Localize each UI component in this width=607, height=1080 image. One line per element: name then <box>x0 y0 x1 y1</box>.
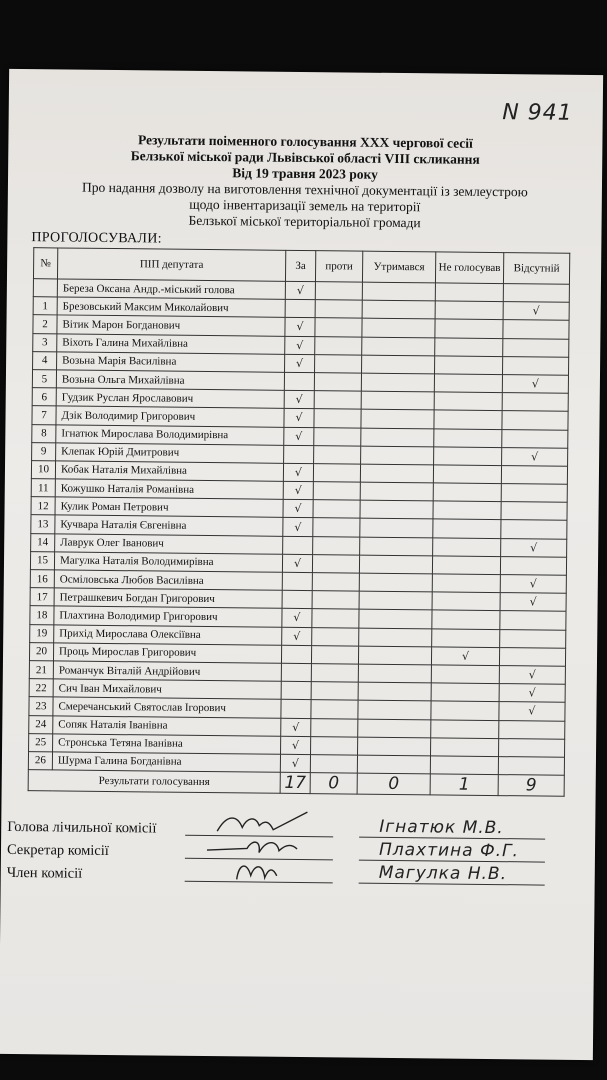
mark-ne-holosuvav <box>434 447 502 466</box>
mark-proty <box>312 591 359 610</box>
mark-ne-holosuvav <box>432 574 500 593</box>
mark-proty <box>315 354 362 373</box>
mark-utrymavsia <box>358 737 431 756</box>
deputy-name: Возьна Марія Василівна <box>57 352 285 373</box>
mark-proty <box>314 409 361 428</box>
mark-ne-holosuvav <box>432 592 500 611</box>
mark-ne-holosuvav <box>435 337 503 356</box>
mark-vidsutnii <box>499 647 565 666</box>
deputy-name: Сич Іван Михайлович <box>53 679 281 700</box>
mark-ne-holosuvav <box>433 519 501 538</box>
mark-vidsutnii: √ <box>500 593 566 612</box>
deputy-name: Магулка Наталія Володимирівна <box>54 552 282 573</box>
col-header-vidsutnii: Відсутній <box>503 253 569 285</box>
row-number: 22 <box>29 679 53 697</box>
mark-ne-holosuvav <box>434 392 502 411</box>
row-number: 5 <box>32 370 56 388</box>
row-number: 15 <box>30 551 54 569</box>
mark-ne-holosuvav <box>433 538 501 557</box>
mark-ne-holosuvav <box>435 283 503 302</box>
mark-utrymavsia <box>358 646 431 665</box>
mark-za: √ <box>284 427 314 446</box>
mark-proty <box>312 554 359 573</box>
deputy-name: Кучвара Наталія Євгенівна <box>55 515 283 536</box>
mark-utrymavsia <box>359 573 432 592</box>
row-number: 21 <box>29 661 53 679</box>
deputy-name: Смеречанський Святослав Ігорович <box>53 697 281 718</box>
title-line-1: Результати поіменного голосування XXX чергової сесії <box>137 132 473 151</box>
mark-vidsutnii <box>499 720 565 739</box>
mark-za <box>281 700 311 719</box>
subject-line-1: Про надання дозволу на виготовлення технічної документації із землеустрою <box>82 179 528 200</box>
mark-vidsutnii: √ <box>502 375 568 394</box>
mark-utrymavsia <box>359 609 432 628</box>
deputy-name: Проць Мирослав Григорович <box>53 643 281 664</box>
document-sheet <box>0 69 603 1060</box>
mark-proty <box>315 282 362 301</box>
deputy-name: Возьна Ольга Михайлівна <box>56 370 284 391</box>
mark-proty <box>314 445 361 464</box>
mark-vidsutnii <box>503 338 569 357</box>
mark-ne-holosuvav <box>433 483 501 502</box>
mark-utrymavsia <box>362 319 435 338</box>
row-number: 23 <box>29 697 53 715</box>
mark-utrymavsia <box>359 628 432 647</box>
mark-utrymavsia <box>358 700 431 719</box>
mark-ne-holosuvav <box>432 628 500 647</box>
row-number: 12 <box>31 497 55 515</box>
mark-za: √ <box>283 463 313 482</box>
row-number: 8 <box>32 424 56 442</box>
mark-ne-holosuvav <box>434 374 502 393</box>
mark-ne-holosuvav <box>431 683 499 702</box>
mark-vidsutnii <box>501 502 567 521</box>
deputy-name: Лаврук Олег Іванович <box>55 534 283 555</box>
deputy-name: Вітик Марон Богданович <box>57 315 285 336</box>
mark-utrymavsia <box>360 519 433 538</box>
mark-proty <box>315 318 362 337</box>
mark-utrymavsia <box>362 282 435 301</box>
mark-proty <box>313 536 360 555</box>
mark-vidsutnii: √ <box>499 702 565 721</box>
deputy-name: Осміловська Любов Василівна <box>54 570 282 591</box>
title-line-2: Белзької міської ради Львівської області VIII скликання <box>130 148 480 167</box>
col-header-ne-holosuvav: Не голосував <box>435 252 503 284</box>
deputy-name: Плахтина Володимир Григорович <box>54 606 282 627</box>
mark-za <box>282 572 312 591</box>
col-header-number: № <box>33 248 57 279</box>
mark-utrymavsia <box>361 409 434 428</box>
mark-za: √ <box>281 718 311 737</box>
row-number: 7 <box>32 406 56 424</box>
mark-utrymavsia <box>359 591 432 610</box>
handwritten-document-number: N 941 <box>502 100 573 126</box>
mark-proty <box>314 427 361 446</box>
mark-utrymavsia <box>362 337 435 356</box>
mark-za <box>283 536 313 555</box>
mark-ne-holosuvav <box>433 501 501 520</box>
signatures-block <box>6 816 588 891</box>
mark-vidsutnii <box>499 738 565 757</box>
deputy-name: Брезовський Максим Миколайович <box>57 297 285 318</box>
mark-vidsutnii: √ <box>500 575 566 594</box>
mark-ne-holosuvav <box>431 665 499 684</box>
title-line-3: Від 19 травня 2023 року <box>232 165 378 182</box>
document-heading <box>8 131 603 233</box>
mark-vidsutnii <box>501 484 567 503</box>
mark-vidsutnii <box>502 411 568 430</box>
mark-utrymavsia <box>360 482 433 501</box>
mark-utrymavsia <box>361 373 434 392</box>
mark-proty <box>312 627 359 646</box>
mark-za: √ <box>285 336 315 355</box>
voting-table <box>28 247 571 797</box>
mark-ne-holosuvav <box>435 356 503 375</box>
mark-utrymavsia <box>360 537 433 556</box>
mark-vidsutnii <box>502 429 568 448</box>
row-number: 20 <box>29 642 53 660</box>
row-number: 18 <box>30 606 54 624</box>
mark-vidsutnii <box>502 393 568 412</box>
total-za: 17 <box>280 772 310 793</box>
row-number: 3 <box>33 333 57 351</box>
mark-utrymavsia <box>362 355 435 374</box>
mark-proty <box>311 736 358 755</box>
totals-label: Результати голосування <box>28 770 280 794</box>
mark-ne-holosuvav <box>434 428 502 447</box>
row-number: 9 <box>32 442 56 460</box>
signature-row-member <box>6 862 587 891</box>
handwritten-name: Магулка Н.В. <box>378 862 508 885</box>
deputy-name: Прихід Мирослава Олексіївна <box>54 624 282 645</box>
mark-za: √ <box>282 609 312 628</box>
mark-utrymavsia <box>358 682 431 701</box>
mark-proty <box>311 682 358 701</box>
mark-za <box>281 645 311 664</box>
mark-proty <box>311 664 358 683</box>
mark-vidsutnii <box>503 356 569 375</box>
mark-ne-holosuvav <box>432 610 500 629</box>
row-number: 13 <box>31 515 55 533</box>
mark-utrymavsia <box>360 500 433 519</box>
mark-za: √ <box>284 390 314 409</box>
subject-line-3: Белзької міської територіальної громади <box>188 212 421 231</box>
mark-proty <box>310 754 357 773</box>
signature-role: Голова лічильної комісії <box>7 818 157 837</box>
deputy-name: Ігнатюк Мирослава Володимирівна <box>56 424 284 445</box>
signature-role: Член комісії <box>6 864 83 882</box>
row-number: 19 <box>30 624 54 642</box>
subject-line-2: щодо інвентаризації земель на території <box>189 196 421 215</box>
mark-za <box>281 681 311 700</box>
mark-proty <box>311 645 358 664</box>
row-number <box>33 279 57 297</box>
deputy-name: Береза Оксана Андр.-міський голова <box>57 279 285 300</box>
mark-vidsutnii: √ <box>501 538 567 557</box>
mark-proty <box>312 609 359 628</box>
mark-za: √ <box>283 500 313 519</box>
mark-ne-holosuvav <box>435 319 503 338</box>
deputy-name: Дзік Володимир Григорович <box>56 406 284 427</box>
total-utrymavsia: 0 <box>357 773 430 795</box>
mark-ne-holosuvav: √ <box>431 647 499 666</box>
mark-vidsutnii: √ <box>502 447 568 466</box>
total-vidsutnii: 9 <box>498 775 564 797</box>
deputy-name: Романчук Віталій Андрійович <box>53 661 281 682</box>
mark-za <box>282 590 312 609</box>
mark-ne-holosuvav <box>433 465 501 484</box>
col-header-name: ПІП депутата <box>57 248 285 281</box>
mark-vidsutnii: √ <box>503 302 569 321</box>
mark-za: √ <box>282 627 312 646</box>
mark-proty <box>313 518 360 537</box>
mark-ne-holosuvav <box>431 738 499 757</box>
mark-utrymavsia <box>359 555 432 574</box>
deputy-name: Гудзик Руслан Ярославович <box>56 388 284 409</box>
mark-vidsutnii <box>503 284 569 303</box>
row-number: 4 <box>33 351 57 369</box>
mark-vidsutnii <box>501 465 567 484</box>
mark-proty <box>313 500 360 519</box>
row-number: 1 <box>33 297 57 315</box>
row-number: 16 <box>30 570 54 588</box>
deputy-name: Клепак Юрій Дмитрович <box>56 443 284 464</box>
row-number: 10 <box>31 461 55 479</box>
mark-vidsutnii <box>500 611 566 630</box>
voted-label: ПРОГОЛОСУВАЛИ: <box>31 230 162 247</box>
mark-za: √ <box>285 318 315 337</box>
mark-za <box>285 300 315 319</box>
mark-za <box>284 372 314 391</box>
mark-ne-holosuvav <box>434 410 502 429</box>
handwritten-name: Плахтина Ф.Г. <box>378 839 520 862</box>
deputy-name: Шурма Галина Богданівна <box>52 752 280 773</box>
mark-proty <box>313 482 360 501</box>
handwritten-name: Ігнатюк М.В. <box>379 816 504 839</box>
mark-za: √ <box>280 754 310 773</box>
mark-utrymavsia <box>361 446 434 465</box>
mark-za: √ <box>285 354 315 373</box>
mark-za: √ <box>283 518 313 537</box>
mark-proty <box>315 300 362 319</box>
deputy-name: Кулик Роман Петрович <box>55 497 283 518</box>
mark-ne-holosuvav <box>431 719 499 738</box>
mark-za <box>281 663 311 682</box>
row-number: 2 <box>33 315 57 333</box>
mark-vidsutnii <box>498 756 564 775</box>
total-proty: 0 <box>310 773 357 794</box>
mark-vidsutnii <box>503 320 569 339</box>
deputy-name: Віхоть Галина Михайлівна <box>57 333 285 354</box>
mark-za: √ <box>285 281 315 300</box>
mark-ne-holosuvav <box>435 301 503 320</box>
mark-za: √ <box>284 409 314 428</box>
mark-vidsutnii: √ <box>499 666 565 685</box>
mark-proty <box>312 573 359 592</box>
total-ne-holosuvav: 1 <box>430 774 498 796</box>
mark-utrymavsia <box>361 428 434 447</box>
mark-ne-holosuvav <box>431 701 499 720</box>
mark-proty <box>314 391 361 410</box>
col-header-utrymavsia: Утримався <box>362 251 435 283</box>
mark-utrymavsia <box>360 464 433 483</box>
mark-za <box>284 445 314 464</box>
row-number: 24 <box>29 715 53 733</box>
deputy-name: Петрашкевич Богдан Григорович <box>54 588 282 609</box>
mark-vidsutnii <box>500 629 566 648</box>
signature-scribble-icon <box>207 855 317 884</box>
mark-proty <box>314 373 361 392</box>
mark-utrymavsia <box>358 719 431 738</box>
totals-row <box>28 770 564 797</box>
deputy-name: Сопяк Наталія Іванівна <box>53 715 281 736</box>
row-number: 6 <box>32 388 56 406</box>
deputy-name: Кобак Наталія Михайлівна <box>55 461 283 482</box>
mark-za: √ <box>282 554 312 573</box>
mark-proty <box>315 336 362 355</box>
mark-za: √ <box>281 736 311 755</box>
mark-proty <box>311 718 358 737</box>
mark-vidsutnii <box>501 520 567 539</box>
mark-proty <box>311 700 358 719</box>
row-number: 26 <box>28 752 52 770</box>
mark-vidsutnii <box>500 556 566 575</box>
deputy-name: Стронська Тетяна Іванівна <box>53 734 281 755</box>
mark-utrymavsia <box>361 391 434 410</box>
col-header-proty: проти <box>315 251 362 282</box>
signature-role: Секретар комісії <box>6 841 109 860</box>
mark-za: √ <box>283 481 313 500</box>
row-number: 25 <box>29 733 53 751</box>
mark-vidsutnii: √ <box>499 684 565 703</box>
mark-utrymavsia <box>362 300 435 319</box>
mark-ne-holosuvav <box>432 556 500 575</box>
mark-utrymavsia <box>358 664 431 683</box>
mark-utrymavsia <box>357 755 430 774</box>
deputy-name: Кожушко Наталія Романівна <box>55 479 283 500</box>
mark-ne-holosuvav <box>430 756 498 775</box>
mark-proty <box>313 464 360 483</box>
row-number: 14 <box>31 533 55 551</box>
col-header-za: За <box>285 250 315 281</box>
row-number: 17 <box>30 588 54 606</box>
row-number: 11 <box>31 479 55 497</box>
